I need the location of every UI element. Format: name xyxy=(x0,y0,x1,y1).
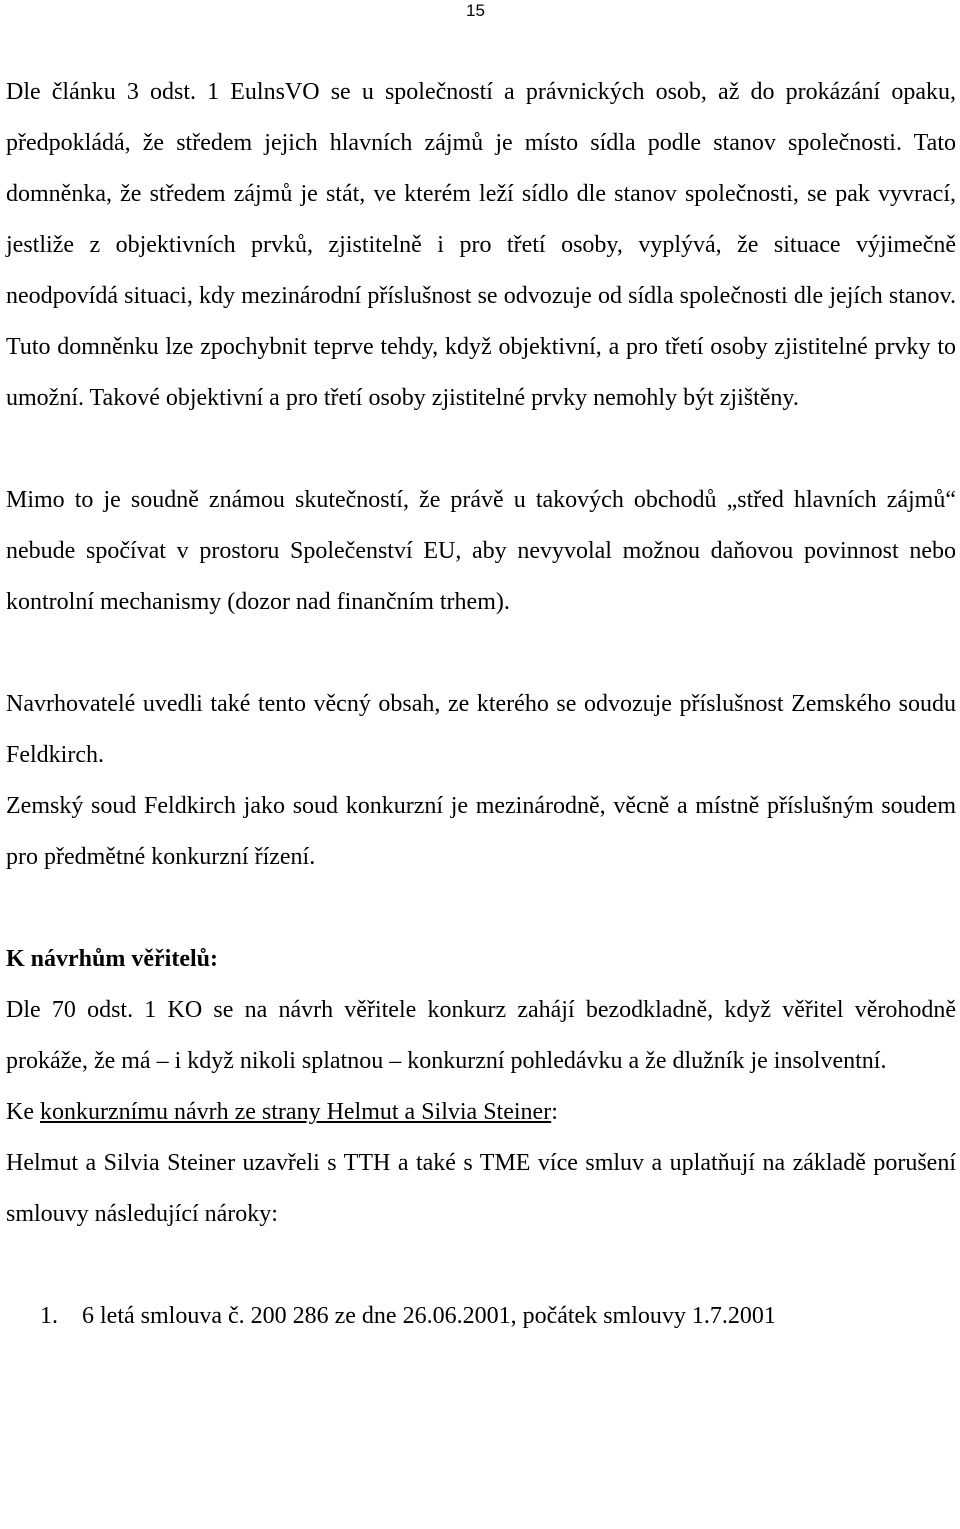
paragraph-court-jurisdiction: Zemský soud Feldkirch jako soud konkurzní je mezinárodně, věcně a místně příslušným soudem pro předmětné konkurzní řízení. xyxy=(6,793,956,870)
paragraph-steiner-intro xyxy=(6,1087,956,1138)
section-heading: K návrhům věřitelů: xyxy=(6,946,218,972)
page-number: 15 xyxy=(466,1,485,20)
paragraph-creditor-petition: Dle 70 odst. 1 KO se na návrh věřitele konkurz zahájí bezodkladně, když věřitel věrohodně prokáže, že má – i když nikoli splatnou – konkurzní pohledávku a že dlužník je insolventní. xyxy=(6,997,956,1074)
document-body xyxy=(6,67,956,1342)
steiner-intro-underlined: konkurznímu návrh ze strany Helmut a Silvia Steiner xyxy=(39,1099,552,1125)
paragraph-known-fact: Mimo to je soudně známou skutečností, že právě u takových obchodů „střed hlavních zájmů“ nebude spočívat v prostoru Společenství EU, aby nevyvolal možnou daňovou povinnost nebo kontrolní mechanismy (dozor nad finančním trhem). xyxy=(6,487,956,615)
paragraph-applicants: Navrhovatelé uvedli také tento věcný obsah, ze kterého se odvozuje příslušnost Zemského soudu Feldkirch. xyxy=(6,691,956,768)
paragraph-gap xyxy=(6,1240,956,1291)
paragraph-gap xyxy=(6,424,956,475)
claims-list xyxy=(6,1291,956,1342)
steiner-intro-suffix: : xyxy=(551,1099,558,1125)
paragraph-steiner-claims: Helmut a Silvia Steiner uzavřeli s TTH a také s TME více smluv a uplatňují na základě porušení smlouvy následující nároky: xyxy=(6,1150,956,1227)
steiner-intro-prefix: Ke xyxy=(6,1099,40,1125)
list-item xyxy=(40,1291,956,1342)
list-item-number: 1. xyxy=(40,1303,58,1329)
list-item-text: 6 letá smlouva č. 200 286 ze dne 26.06.2001, počátek smlouvy 1.7.2001 xyxy=(82,1303,776,1329)
paragraph-gap xyxy=(6,628,956,679)
paragraph-gap xyxy=(6,883,956,934)
paragraph-article-3: Dle článku 3 odst. 1 EulnsVO se u společností a právnických osob, až do prokázání opaku, předpokládá, že středem jejich hlavních zájmů je místo sídla podle stanov společnosti. Tato domněnka, že středem zájmů je stát, ve kterém leží sídlo dle stanov společnosti, se pak vyvrací, jestliže z objektivních prvků, zjistitelně i pro třetí osoby, vyplývá, že situace výjimečně neodpovídá situaci, kdy mezinárodní příslušnost se odvozuje od sídla společnosti dle jejích stanov. Tuto domněnku lze zpochybnit teprve tehdy, když objektivní, a pro třetí osoby zjistitelné prvky to umožní. Takové objektivní a pro třetí osoby zjistitelné prvky nemohly být zjištěny. xyxy=(6,79,956,411)
